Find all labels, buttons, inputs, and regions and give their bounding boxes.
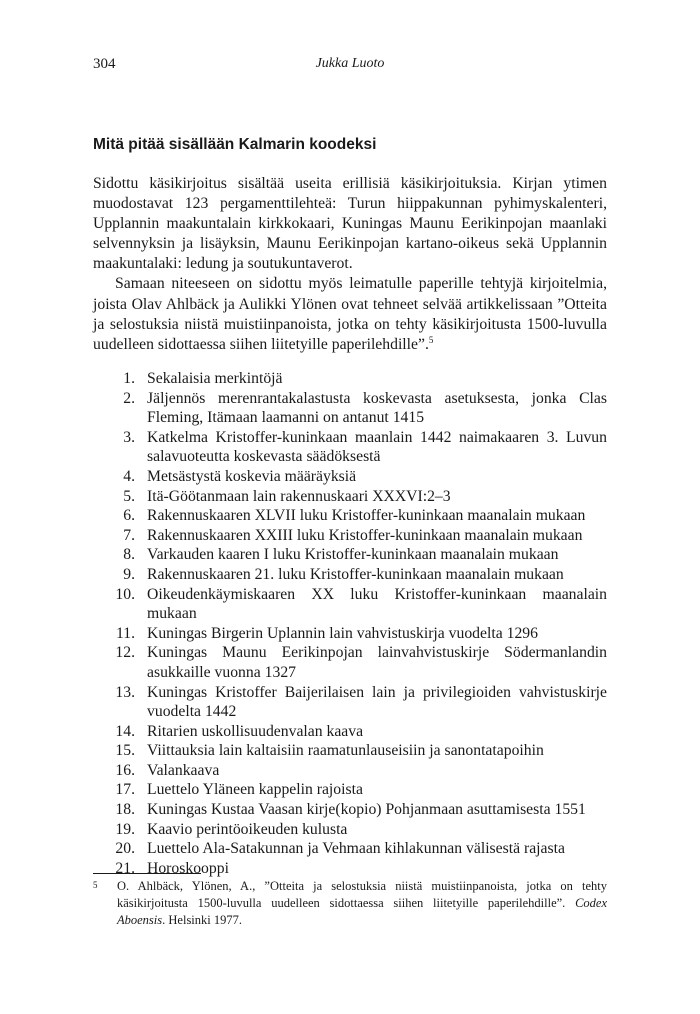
contents-item-text: Metsästystä koskevia määräyksiä [147, 467, 357, 485]
contents-list-item [93, 506, 607, 526]
footnote-rule [93, 873, 201, 874]
contents-item-number: 10. [115, 585, 135, 603]
contents-item-number: 17. [115, 781, 135, 799]
body-text [93, 174, 607, 355]
paragraph-2-text: Samaan niteeseen on sidottu myös leimatulle paperille tehtyjä kirjoitelmia, joista Olav Ahlbäck ja Aulikki Ylönen ovat tehneet selvää artikkelissaan ”Otteita ja selostuksia niistä muistiinpanoista, jotka on tehty käsikirjoitusta 1500-luvulla uudelleen sidottaessa siihen liitetyille paperilehdille”. [93, 275, 607, 353]
contents-item-number: 14. [115, 722, 135, 740]
running-author: Jukka Luoto [315, 56, 385, 71]
contents-list-item [93, 565, 607, 585]
contents-list [93, 369, 607, 878]
contents-list-item [93, 467, 607, 487]
contents-list-item [93, 722, 607, 742]
contents-item-number: 6. [123, 507, 135, 525]
contents-item-number: 21. [115, 859, 135, 877]
contents-item-text: Luettelo Ala-Satakunnan ja Vehmaan kihlakunnan välisestä rajasta [147, 840, 565, 858]
footnote-reference: 5 [428, 334, 434, 345]
footnote-mark: 5 [93, 880, 98, 890]
contents-list-item [93, 820, 607, 840]
contents-item-number: 11. [115, 624, 135, 642]
footnote-text-after: . Helsinki 1977. [162, 913, 242, 927]
contents-list-item [93, 545, 607, 565]
contents-list-item [93, 624, 607, 644]
contents-item-text: Itä-Göötanmaan lain rakennuskaari XXXVI:2–3 [147, 487, 451, 505]
contents-item-number: 19. [115, 820, 135, 838]
contents-item-number: 18. [115, 801, 135, 819]
paragraph-1: Sidottu käsikirjoitus sisältää useita erillisiä käsikirjoituksia. Kirjan ytimen muodostavat 123 pergamenttilehteä: Turun hiippakunnan pyhimyskalenteri, Upplannin maakuntalain kirkkokaari, Kuningas Maunu Eerikinpojan maanlaki selvennyksin ja lisäyksin, Maunu Eerikinpojan kartano-oikeus sekä Upplannin maakuntalaki: ledung ja soutukuntaverot. [93, 175, 607, 273]
contents-item-number: 13. [115, 683, 135, 701]
contents-item-number: 12. [115, 644, 135, 662]
contents-item-text: Kuningas Kristoffer Baijerilaisen lain ja privilegioiden vahvistuskirje vuodelta 1442 [147, 683, 607, 721]
contents-list-item [93, 585, 607, 624]
contents-item-text: Rakennuskaaren XXIII luku Kristoffer-kuninkaan maanalain mukaan [147, 526, 583, 544]
contents-item-text: Horoskooppi [147, 859, 229, 877]
contents-item-number: 9. [123, 565, 135, 583]
contents-list-item [93, 683, 607, 722]
contents-item-text: Kuningas Birgerin Uplannin lain vahvistuskirja vuodelta 1296 [147, 624, 538, 642]
footnote-text [93, 878, 607, 929]
contents-item-text: Jäljennös merenrantakalastusta koskevasta asetuksesta, jonka Clas Fleming, Itämaan laamanni on antanut 1415 [147, 389, 607, 427]
footnote-journal: Codex Aboensis [117, 896, 607, 927]
footnote [93, 878, 607, 929]
contents-list-item [93, 780, 607, 800]
contents-item-number: 2. [123, 389, 135, 407]
paragraph-2 [93, 274, 607, 354]
contents-item-number: 8. [123, 546, 135, 564]
contents-item-number: 5. [123, 487, 135, 505]
contents-item-text: Kuningas Maunu Eerikinpojan lainvahvistuskirje Södermanlandin asukkaille vuonna 1327 [147, 644, 607, 681]
contents-list-item [93, 369, 607, 389]
contents-item-number: 7. [123, 526, 135, 544]
contents-item-text: Oikeudenkäymiskaaren XX luku Kristoffer-kuninkaan maanalain mukaan [147, 585, 607, 623]
footnote-text-before: O. Ahlbäck, Ylönen, A., ”Otteita ja selostuksia niistä muistiinpanoista, jotka on tehty käsikirjoitusta 1500-luvulla uudelleen sidottaessa siihen liitetyille paperilehdille”. [117, 879, 607, 910]
running-head [93, 56, 607, 74]
contents-item-number: 4. [123, 467, 135, 485]
contents-list-item [93, 389, 607, 428]
contents-item-number: 1. [123, 370, 135, 387]
page-number: 304 [93, 56, 116, 72]
contents-item-text: Varkauden kaaren I luku Kristoffer-kuninkaan maanalain mukaan [147, 546, 559, 564]
contents-item-number: 15. [115, 742, 135, 760]
contents-item-text: Katkelma Kristoffer-kuninkaan maanlain 1442 naimakaaren 3. Luvun salavuoteutta koskevasta säädöksestä [147, 428, 607, 466]
contents-item-text: Kuningas Kustaa Vaasan kirje(kopio) Pohjanmaan asuttamisesta 1551 [147, 801, 586, 819]
contents-list-item [93, 839, 607, 859]
section-heading: Mitä pitää sisällään Kalmarin koodeksi [93, 136, 377, 153]
contents-list-item [93, 526, 607, 546]
contents-list-item [93, 800, 607, 820]
contents-list-item [93, 741, 607, 761]
contents-item-text: Kaavio perintöoikeuden kulusta [147, 820, 348, 838]
contents-item-text: Rakennuskaaren 21. luku Kristoffer-kuninkaan maanalain mukaan [147, 565, 564, 583]
contents-item-number: 16. [115, 761, 135, 779]
contents-list-item [93, 487, 607, 507]
contents-item-text: Viittauksia lain kaltaisiin raamatunlauseisiin ja sanontatapoihin [147, 742, 544, 760]
contents-item-number: 20. [115, 840, 135, 858]
contents-list-item [93, 643, 607, 682]
contents-item-number: 3. [123, 428, 135, 446]
contents-list-item [93, 859, 607, 879]
contents-list-item [93, 761, 607, 781]
contents-item-text: Ritarien uskollisuudenvalan kaava [147, 722, 364, 740]
contents-item-text: Sekalaisia merkintöjä [147, 370, 283, 387]
contents-item-text: Valankaava [147, 761, 220, 779]
contents-list-item [93, 428, 607, 467]
contents-item-text: Rakennuskaaren XLVII luku Kristoffer-kuninkaan maanalain mukaan [147, 507, 586, 525]
contents-item-text: Luettelo Yläneen kappelin rajoista [147, 781, 363, 799]
